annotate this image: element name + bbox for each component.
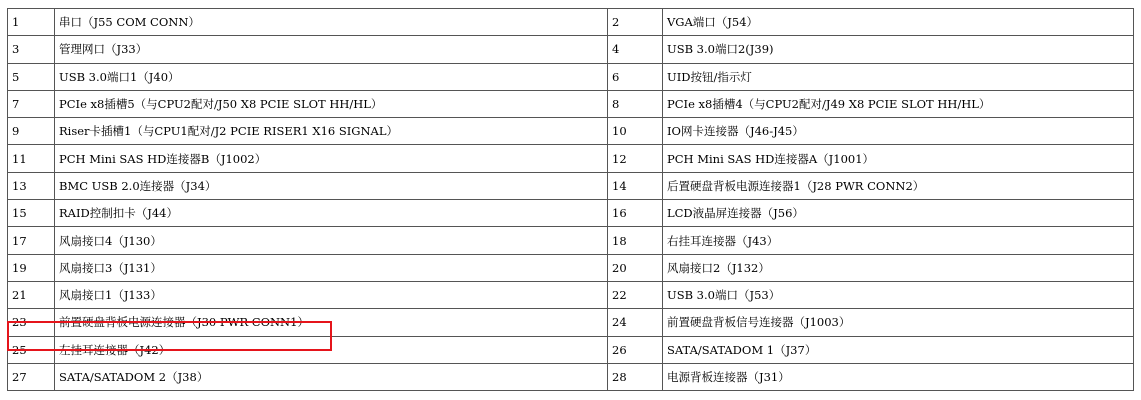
- connector-name: USB 3.0端口1（J40）: [55, 63, 608, 90]
- item-number: 16: [608, 200, 663, 227]
- item-number: 11: [8, 145, 55, 172]
- item-number: 17: [8, 227, 55, 254]
- table-row: [8, 36, 1134, 63]
- crop-edge: [0, 396, 1141, 400]
- table-row: [8, 63, 1134, 90]
- item-number: 1: [8, 9, 55, 36]
- connector-name: 风扇接口1（J133）: [55, 281, 608, 308]
- connector-name: PCH Mini SAS HD连接器B（J1002）: [55, 145, 608, 172]
- item-number: 19: [8, 254, 55, 281]
- connector-name: VGA端口（J54）: [663, 9, 1134, 36]
- item-number: 22: [608, 281, 663, 308]
- connector-name: IO网卡连接器（J46-J45）: [663, 118, 1134, 145]
- connector-name: LCD液晶屏连接器（J56）: [663, 200, 1134, 227]
- item-number: 14: [608, 172, 663, 199]
- table-row: [8, 145, 1134, 172]
- connector-name: 前置硬盘背板电源连接器（J30 PWR CONN1）: [55, 309, 608, 336]
- connector-name: 风扇接口3（J131）: [55, 254, 608, 281]
- item-number: 4: [608, 36, 663, 63]
- item-number: 21: [8, 281, 55, 308]
- connector-name: 右挂耳连接器（J43）: [663, 227, 1134, 254]
- connector-name: BMC USB 2.0连接器（J34）: [55, 172, 608, 199]
- table-row: [8, 336, 1134, 363]
- table-row: [8, 281, 1134, 308]
- item-number: 6: [608, 63, 663, 90]
- table-row: [8, 172, 1134, 199]
- item-number: 12: [608, 145, 663, 172]
- table-row: [8, 200, 1134, 227]
- table-row: [8, 363, 1134, 390]
- item-number: 8: [608, 90, 663, 117]
- connector-name: USB 3.0端口2(J39): [663, 36, 1134, 63]
- connector-name: USB 3.0端口（J53）: [663, 281, 1134, 308]
- connector-name: 前置硬盘背板信号连接器（J1003）: [663, 309, 1134, 336]
- item-number: 20: [608, 254, 663, 281]
- connector-table: [7, 8, 1134, 391]
- connector-name: 左挂耳连接器（J42）: [55, 336, 608, 363]
- item-number: 26: [608, 336, 663, 363]
- connector-name: PCIe x8插槽4（与CPU2配对/J49 X8 PCIE SLOT HH/HL）: [663, 90, 1134, 117]
- item-number: 27: [8, 363, 55, 390]
- connector-name: SATA/SATADOM 1（J37）: [663, 336, 1134, 363]
- item-number: 10: [608, 118, 663, 145]
- table-row: [8, 90, 1134, 117]
- item-number: 5: [8, 63, 55, 90]
- table-row: [8, 118, 1134, 145]
- table-row: [8, 227, 1134, 254]
- connector-name: SATA/SATADOM 2（J38）: [55, 363, 608, 390]
- connector-name: Riser卡插槽1（与CPU1配对/J2 PCIE RISER1 X16 SIGNAL）: [55, 118, 608, 145]
- connector-name: 风扇接口2（J132）: [663, 254, 1134, 281]
- connector-name: 串口（J55 COM CONN）: [55, 9, 608, 36]
- connector-table-body: [8, 9, 1134, 391]
- item-number: 2: [608, 9, 663, 36]
- item-number: 3: [8, 36, 55, 63]
- connector-name: 电源背板连接器（J31）: [663, 363, 1134, 390]
- table-row: [8, 9, 1134, 36]
- table-row: [8, 309, 1134, 336]
- item-number: 18: [608, 227, 663, 254]
- connector-name: PCIe x8插槽5（与CPU2配对/J50 X8 PCIE SLOT HH/HL）: [55, 90, 608, 117]
- connector-name: PCH Mini SAS HD连接器A（J1001）: [663, 145, 1134, 172]
- table-row: [8, 254, 1134, 281]
- item-number: 13: [8, 172, 55, 199]
- item-number: 23: [8, 309, 55, 336]
- item-number: 25: [8, 336, 55, 363]
- connector-name: UID按钮/指示灯: [663, 63, 1134, 90]
- connector-name: 风扇接口4（J130）: [55, 227, 608, 254]
- connector-name: RAID控制扣卡（J44）: [55, 200, 608, 227]
- item-number: 28: [608, 363, 663, 390]
- item-number: 9: [8, 118, 55, 145]
- item-number: 15: [8, 200, 55, 227]
- connector-name: 管理网口（J33）: [55, 36, 608, 63]
- item-number: 7: [8, 90, 55, 117]
- connector-name: 后置硬盘背板电源连接器1（J28 PWR CONN2）: [663, 172, 1134, 199]
- item-number: 24: [608, 309, 663, 336]
